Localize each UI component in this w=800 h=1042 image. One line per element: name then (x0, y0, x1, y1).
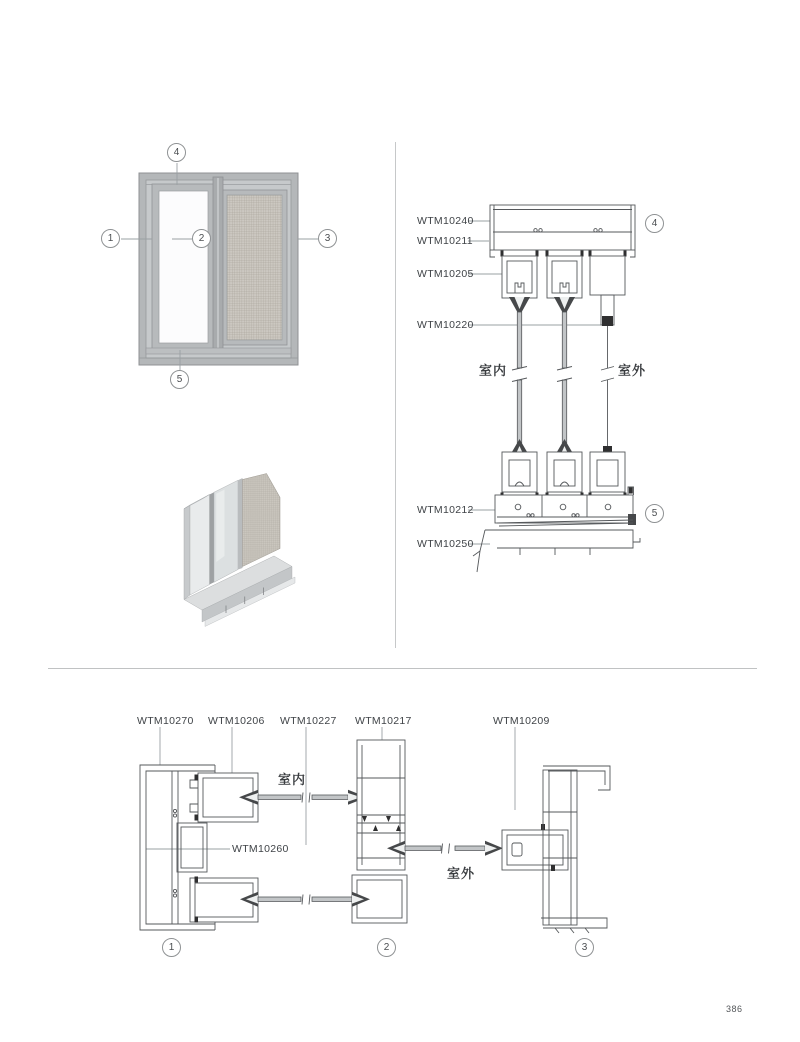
profile-3d-drawing (160, 450, 350, 650)
room-label-inside: 室内 (278, 772, 307, 787)
callout-5: 5 (170, 370, 189, 389)
part-label: WTM10250 (417, 538, 474, 550)
screen-track-profiles (190, 875, 407, 923)
interlock-stile (213, 177, 223, 353)
meeting-stile-profile (357, 740, 405, 870)
corner-cutaway (184, 474, 295, 627)
sub-sill-profile (473, 530, 640, 572)
outer-sash-profile (405, 824, 568, 871)
callout-1: 1 (162, 938, 181, 957)
part-label: WTM10211 (417, 235, 473, 247)
part-label: WTM10227 (280, 715, 337, 727)
callout-2: 2 (377, 938, 396, 957)
part-label: WTM10270 (137, 715, 194, 727)
callout-3: 3 (318, 229, 337, 248)
part-label: WTM10206 (208, 715, 265, 727)
glass-sash (152, 184, 215, 350)
glass-panel-lines (509, 297, 614, 457)
part-label: WTM10260 (232, 843, 289, 855)
window-elevation-drawing (100, 140, 350, 400)
part-label: WTM10205 (417, 268, 474, 280)
vertical-section-diagram (405, 190, 705, 595)
sill-frame-profile (495, 487, 636, 526)
page-number: 386 (726, 1004, 743, 1014)
part-label: WTM10212 (417, 504, 474, 516)
callout-5: 5 (645, 504, 664, 523)
vertical-section-drawing (405, 190, 705, 595)
callout-3: 3 (575, 938, 594, 957)
profile-3d-render (160, 450, 350, 650)
horizontal-section-drawing (115, 705, 660, 965)
horizontal-section-diagram (115, 705, 660, 965)
part-label: WTM10220 (417, 319, 474, 331)
callout-1: 1 (101, 229, 120, 248)
room-label-outside: 室外 (447, 866, 476, 881)
column-divider (395, 142, 396, 648)
sash-bottom-profiles (501, 452, 627, 499)
room-label-outside: 室外 (618, 363, 647, 378)
part-label: WTM10240 (417, 215, 474, 227)
room-label-inside: 室内 (479, 363, 508, 378)
head-frame-profile (490, 205, 635, 257)
callout-4: 4 (167, 143, 186, 162)
callout-4: 4 (645, 214, 664, 233)
callout-2: 2 (192, 229, 211, 248)
section-divider (48, 668, 757, 669)
window-elevation-diagram (100, 140, 350, 400)
part-label: WTM10217 (355, 715, 412, 727)
screen-sash (222, 190, 287, 345)
part-label: WTM10209 (493, 715, 550, 727)
